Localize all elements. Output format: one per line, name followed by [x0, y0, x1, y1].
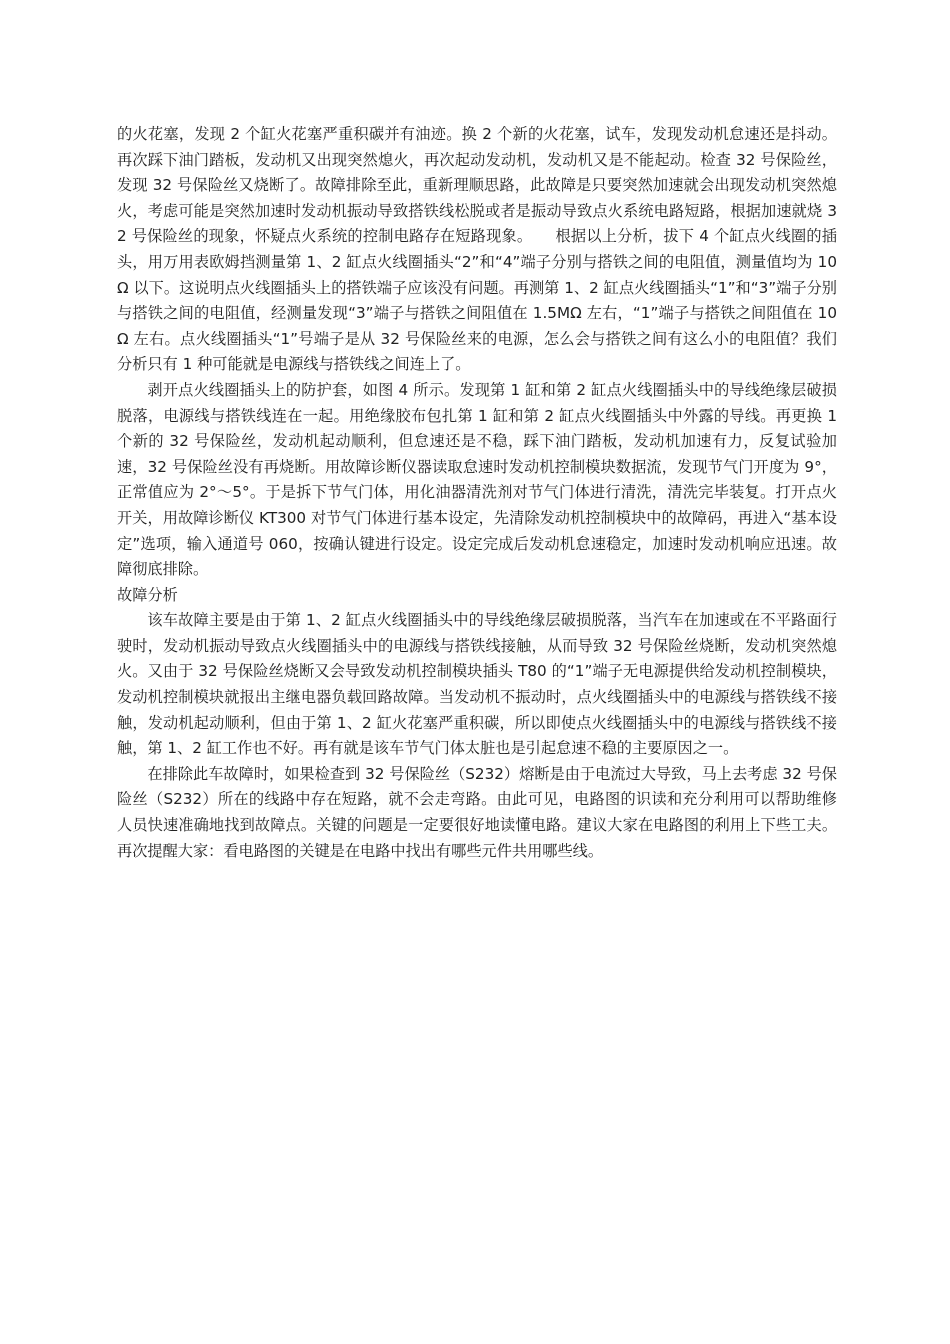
document-body — [117, 122, 837, 864]
paragraph-conclusion: 在排除此车故障时，如果检查到 32 号保险丝（S232）熔断是由于电流过大导致，马上去考虑 32 号保险丝（S232）所在的线路中存在短路，就不会走弯路。由此可见，电路图的识读和充分利用可以帮助维修人员快速准确地找到故障点。关键的问题是一定要很好地读懂电路。建议大家在电路图的利用上下些工夫。再次提醒大家：看电路图的关键是在电路中找出有哪些元件共用哪些线。 — [117, 764, 837, 860]
paragraph-continuation: 的火花塞，发现 2 个缸火花塞严重积碳并有油迹。换 2 个新的火花塞，试车，发现发动机怠速还是抖动。再次踩下油门踏板，发动机又出现突然熄火，再次起动发动机，发动机又是不能起动。检查 32 号保险丝，发现 32 号保险丝又烧断了。故障排除至此，重新理顺思路，此故障是只要突然加速就会出现发动机突然熄火，考虑可能是突然加速时发动机振动导致搭铁线松脱或者是振动导致点火系统电路短路，根据加速就烧 32 号保险丝的现象，怀疑点火系统的控制电路存在短路现象。 根据以上分析，拔下 4 个缸点火线圈的插头，用万用表欧姆挡测量第 1、2 缸点火线圈插头“2”和“4”端子分别与搭铁之间的电阻值，测量值均为 10Ω 以下。这说明点火线圈插头上的搭铁端子应该没有问题。再测第 1、2 缸点火线圈插头“1”和“3”端子分别与搭铁之间的电阻值，经测量发现“3”端子与搭铁之间阻值在 1.5MΩ 左右，“1”端子与搭铁之间阻值在 10Ω 左右。点火线圈插头“1”号端子是从 32 号保险丝来的电源，怎么会与搭铁之间有这么小的电阻值？我们分析只有 1 种可能就是电源线与搭铁线之间连上了。 — [117, 125, 837, 374]
paragraph-fault-analysis: 该车故障主要是由于第 1、2 缸点火线圈插头中的导线绝缘层破损脱落，当汽车在加速或在不平路面行驶时，发动机振动导致点火线圈插头中的电源线与搭铁线接触，从而导致 32 号保险丝烧断，发动机突然熄火。又由于 32 号保险丝烧断又会导致发动机控制模块插头 T80 的“1”端子无电源提供给发动机控制模块，发动机控制模块就报出主继电器负载回路故障。当发动机不振动时，点火线圈插头中的电源线与搭铁线不接触，发动机起动顺利，但由于第 1、2 缸火花塞严重积碳，所以即使点火线圈插头中的电源线与搭铁线不接触，第 1、2 缸工作也不好。再有就是该车节气门体太脏也是引起怠速不稳的主要原因之一。 — [117, 611, 837, 758]
paragraph-repair-process: 剥开点火线圈插头上的防护套，如图 4 所示。发现第 1 缸和第 2 缸点火线圈插头中的导线绝缘层破损脱落，电源线与搭铁线连在一起。用绝缘胶布包扎第 1 缸和第 2 缸点火线圈插头中外露的导线。再更换 1 个新的 32 号保险丝，发动机起动顺利，但怠速还是不稳，踩下油门踏板，发动机加速有力，反复试验加速，32 号保险丝没有再烧断。用故障诊断仪器读取怠速时发动机控制模块数据流，发现节气门开度为 9°，正常值应为 2°～5°。于是拆下节气门体，用化油器清洗剂对节气门体进行清洗，清洗完毕装复。打开点火开关，用故障诊断仪 KT300 对节气门体进行基本设定，先清除发动机控制模块中的故障码，再进入“基本设定”选项，输入通道号 060，按确认键进行设定。设定完成后发动机怠速稳定，加速时发动机响应迅速。故障彻底排除。 — [117, 380, 837, 579]
section-heading-fault-analysis: 故障分析 — [117, 585, 178, 604]
